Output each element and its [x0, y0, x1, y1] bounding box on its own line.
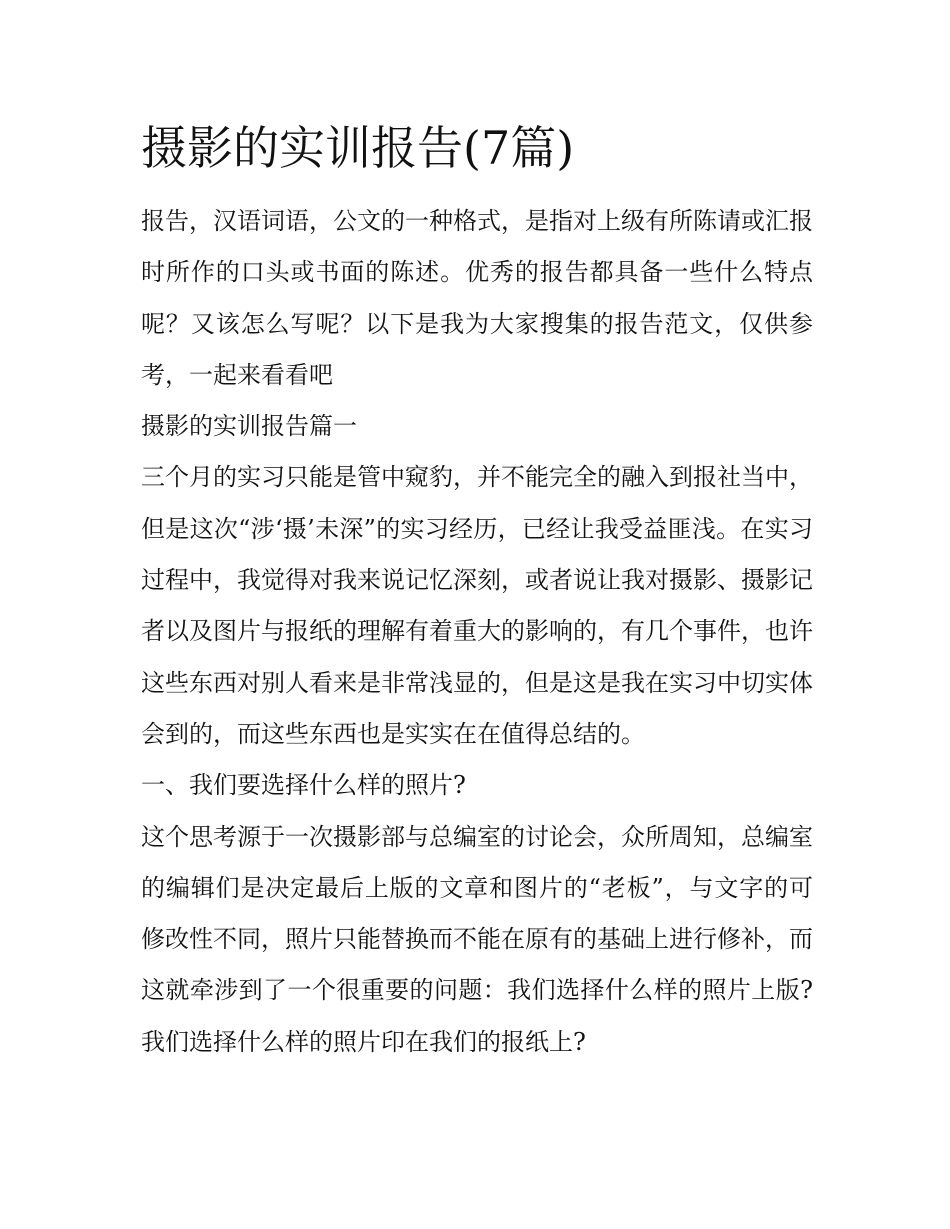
document-title: 摄影的实训报告(7篇) — [141, 121, 575, 175]
body-paragraph: 这个思考源于一次摄影部与总编室的讨论会，众所周知，总编室的编辑们是决定最后上版的文章和图片的“老板”，与文字的可修改性不同，照片只能替换而不能在原有的基础上进行修补，而这就牵涉到了一个很重要的问题：我们选择什么样的照片上版?我们选择什么样的照片印在我们的报纸上? — [141, 822, 813, 1056]
document-page — [141, 118, 813, 1068]
body-paragraph: 三个月的实习只能是管中窥豹，并不能完全的融入到报社当中，但是这次“涉‘摄’未深”的实习经历，已经让我受益匪浅。在实习过程中，我觉得对我来说记忆深刻，或者说让我对摄影、摄影记者以及图片与报纸的理解有着重大的影响的，有几个事件，也许这些东西对别人看来是非常浅显的，但是这是我在实习中切实体会到的，而这些东西也是实实在在值得总结的。 — [141, 463, 813, 748]
subsection-heading: 一、我们要选择什么样的照片? — [141, 771, 466, 800]
section-heading-part-one: 摄影的实训报告篇一 — [141, 412, 357, 441]
intro-paragraph: 报告，汉语词语，公文的一种格式，是指对上级有所陈请或汇报时所作的口头或书面的陈述。优秀的报告都具备一些什么特点呢？又该怎么写呢？以下是我为大家搜集的报告范文，仅供参考，一起来看看吧 — [141, 207, 813, 389]
